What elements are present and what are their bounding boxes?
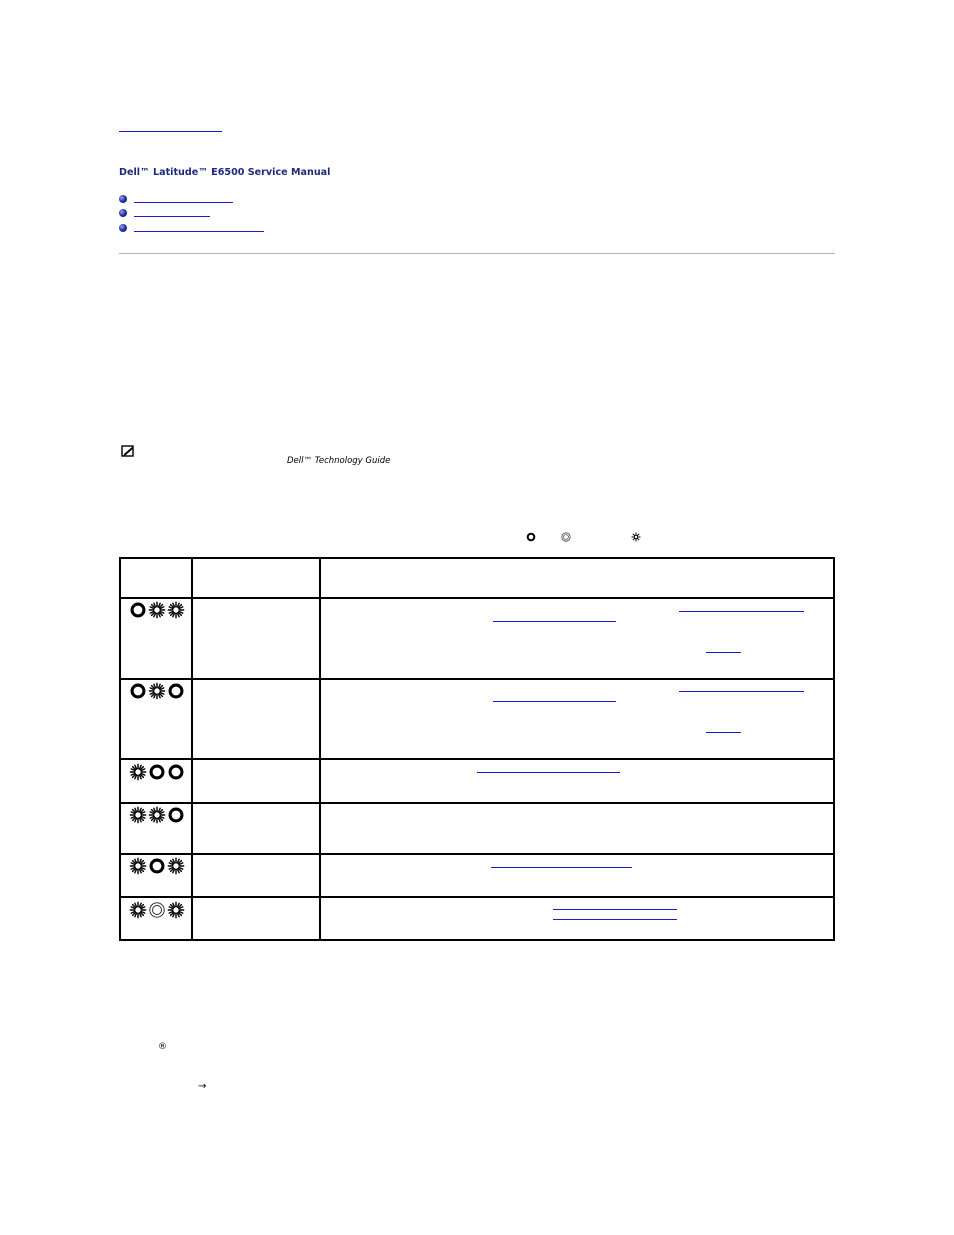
row-2-link[interactable]: [679, 691, 804, 692]
row-2-link[interactable]: [706, 732, 741, 733]
section-divider: [119, 253, 835, 254]
ring-icon: [167, 682, 185, 700]
ring-icon: [148, 763, 166, 781]
arrow-icon: →: [198, 1081, 207, 1092]
sunburst-icon: [167, 901, 185, 919]
row-3-link[interactable]: [477, 772, 620, 773]
sunburst-icon: [129, 763, 147, 781]
row-6-link[interactable]: [553, 919, 677, 920]
led-pattern: [129, 857, 185, 875]
page-title: Dell™ Latitude™ E6500 Service Manual: [119, 167, 331, 178]
double-ring-icon: [561, 532, 571, 542]
toc-item[interactable]: [119, 207, 210, 219]
sunburst-icon: [167, 857, 185, 875]
led-pattern: [129, 601, 185, 619]
ring-icon: [167, 763, 185, 781]
top-navigation-link[interactable]: [119, 121, 222, 132]
sunburst-icon: [129, 857, 147, 875]
note-icon: [121, 445, 135, 457]
sunburst-icon: [148, 601, 166, 619]
row-1-link[interactable]: [493, 621, 616, 622]
sunburst-icon: [148, 682, 166, 700]
sunburst-icon: [148, 806, 166, 824]
row-1-link[interactable]: [679, 611, 804, 612]
ring-icon: [129, 601, 147, 619]
row-5-link[interactable]: [491, 867, 632, 868]
toc-link[interactable]: [134, 195, 233, 203]
led-status-table: [119, 557, 835, 941]
sunburst-icon: [129, 901, 147, 919]
led-pattern: [129, 763, 185, 781]
led-pattern: [129, 682, 185, 700]
note-reference: Dell™ Technology Guide: [287, 456, 391, 466]
bullet-icon: [119, 224, 127, 232]
ring-icon: [148, 857, 166, 875]
sunburst-icon: [631, 532, 641, 542]
row-1-link[interactable]: [706, 652, 741, 653]
led-pattern: [129, 901, 185, 919]
row-6-link[interactable]: [553, 909, 677, 910]
led-pattern: [129, 806, 185, 824]
ring-icon: [167, 806, 185, 824]
sunburst-icon: [129, 806, 147, 824]
double-ring-icon: [148, 901, 166, 919]
sunburst-icon: [167, 601, 185, 619]
registered-mark: ®: [158, 1042, 167, 1052]
row-2-link[interactable]: [493, 701, 616, 702]
toc-link[interactable]: [134, 224, 264, 232]
toc-item[interactable]: [119, 193, 233, 205]
ring-icon: [129, 682, 147, 700]
bullet-icon: [119, 195, 127, 203]
toc-link[interactable]: [134, 209, 210, 217]
bullet-icon: [119, 209, 127, 217]
toc-item[interactable]: [119, 222, 264, 234]
ring-icon: [526, 532, 536, 542]
